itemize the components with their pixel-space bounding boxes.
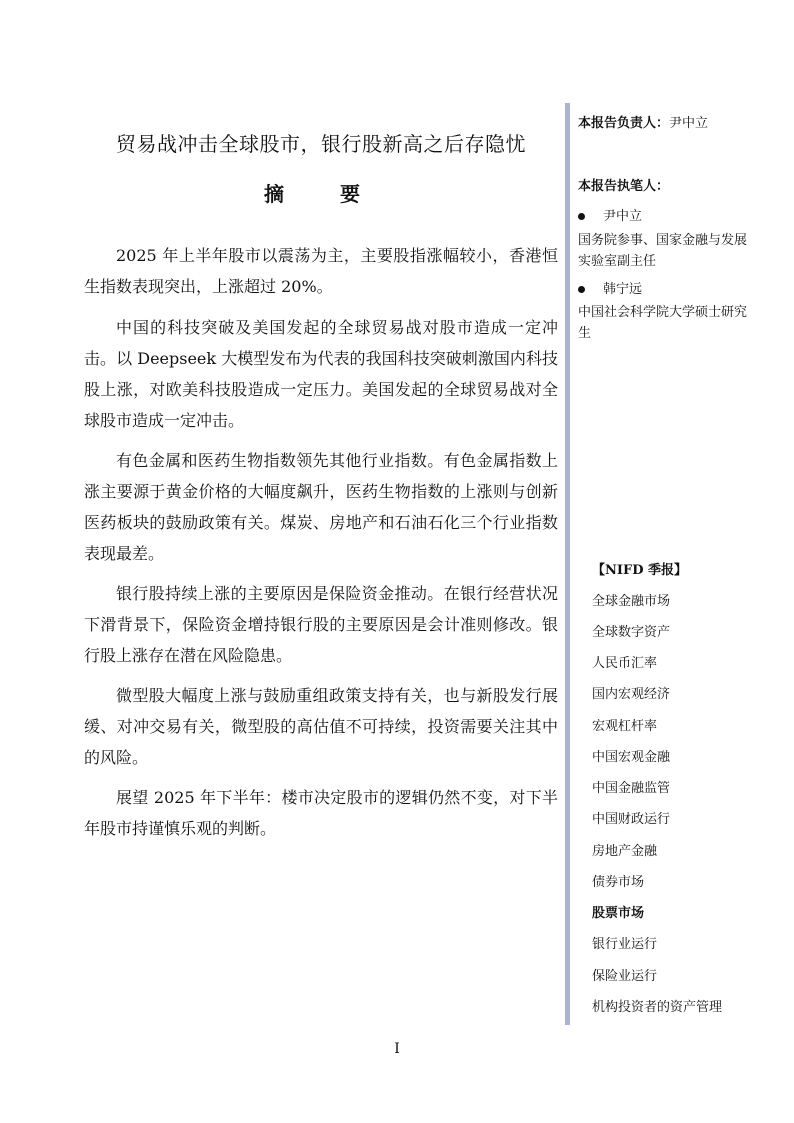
- series-item[interactable]: 全球数字资产: [592, 625, 671, 640]
- author-bio: 国务院参事、国家金融与发展实验室副主任: [578, 233, 748, 269]
- writers-label: 本报告执笔人：: [578, 179, 670, 194]
- series-item[interactable]: 机构投资者的资产管理: [592, 1000, 723, 1015]
- series-item[interactable]: 房地产金融: [592, 844, 658, 859]
- author-item: [578, 205, 642, 224]
- bullet-icon: [578, 286, 585, 293]
- series-title: 【NIFD 季报】: [592, 563, 687, 578]
- series-item-active[interactable]: 股票市场: [592, 906, 645, 921]
- series-item[interactable]: 中国宏观金融: [592, 750, 671, 765]
- report-title: 贸易战冲击全球股市，银行股新高之后存隐忧: [116, 132, 526, 157]
- series-item[interactable]: 宏观杠杆率: [592, 719, 658, 734]
- series-item[interactable]: 中国金融监管: [592, 781, 671, 796]
- abstract-paragraph: 有色金属和医药生物指数领先其他行业指数。有色金属指数上涨主要源于黄金价格的大幅度飙升，医药生物指数的上涨则与创新医药板块的鼓励政策有关。煤炭、房地产和石油石化三个行业指数表现最差。: [84, 451, 558, 563]
- abstract-heading: 摘 要: [264, 182, 378, 206]
- series-item[interactable]: 债券市场: [592, 875, 645, 890]
- abstract-paragraph: 微型股大幅度上涨与鼓励重组政策支持有关，也与新股发行展缓、对冲交易有关，微型股的高估值不可持续，投资需要关注其中的风险。: [84, 686, 558, 767]
- abstract-paragraph: 银行股持续上涨的主要原因是保险资金推动。在银行经营状况下滑背景下，保险资金增持银行股的主要原因是会计准则修改。银行股上涨存在潜在风险隐患。: [84, 584, 558, 665]
- author-bio: 中国社会科学院大学硕士研究生: [578, 305, 748, 341]
- series-item[interactable]: 国内宏观经济: [592, 687, 671, 702]
- responsible-name: 尹中立: [669, 116, 709, 131]
- series-item[interactable]: 全球金融市场: [592, 594, 671, 609]
- author-name: 尹中立: [603, 209, 643, 224]
- series-item[interactable]: 人民币汇率: [592, 656, 658, 671]
- abstract-paragraph: 2025 年上半年股市以震荡为主，主要股指涨幅较小，香港恒生指数表现突出，上涨超过 20%。: [84, 246, 558, 296]
- series-item[interactable]: 保险业运行: [592, 969, 658, 984]
- responsible-line: [578, 112, 708, 131]
- series-item[interactable]: 银行业运行: [592, 937, 658, 952]
- bullet-icon: [578, 213, 585, 220]
- abstract-paragraph: 展望 2025 年下半年：楼市决定股市的逻辑仍然不变，对下半年股市持谨慎乐观的判断。: [84, 788, 558, 838]
- author-item: [578, 278, 642, 297]
- responsible-label: 本报告负责人：: [578, 116, 670, 131]
- series-item[interactable]: 中国财政运行: [592, 812, 671, 827]
- abstract-paragraph: 中国的科技突破及美国发起的全球贸易战对股市造成一定冲击。以 Deepseek 大模型发布为代表的我国科技突破刺激国内科技股上涨，对欧美科技股造成一定压力。美国发起的全球贸易战对全球股市造成一定冲击。: [84, 318, 558, 430]
- abstract-body: [84, 240, 558, 844]
- page-number: I: [394, 1041, 400, 1057]
- author-name: 韩宁远: [603, 282, 643, 297]
- sidebar-divider: [565, 103, 570, 1025]
